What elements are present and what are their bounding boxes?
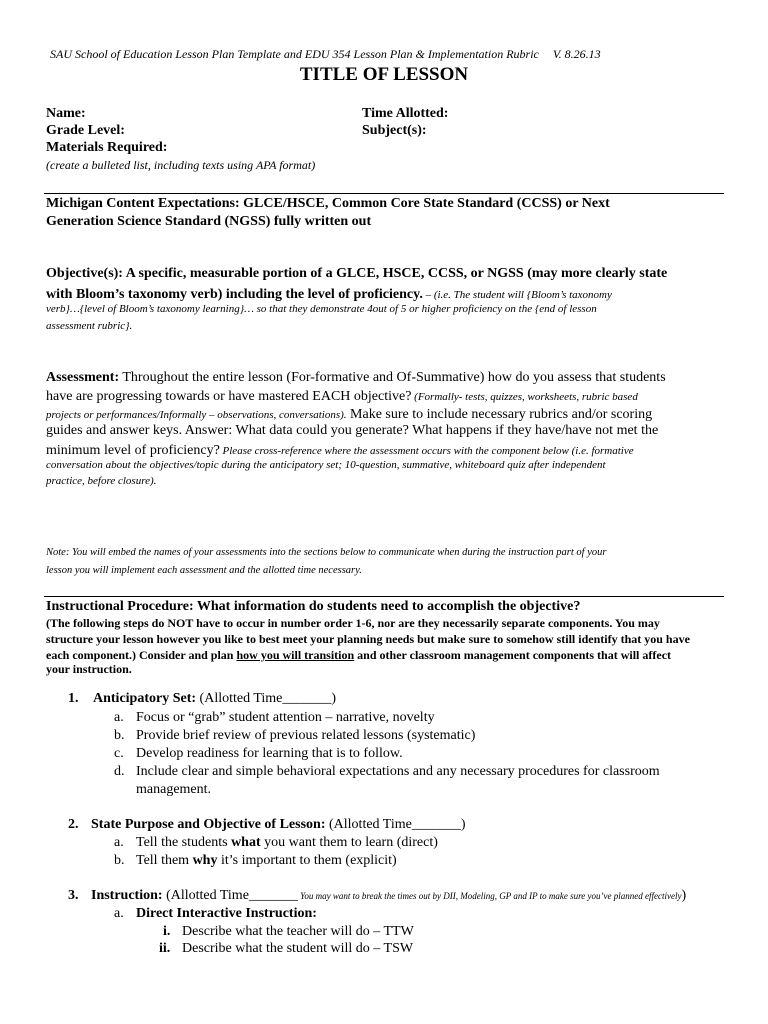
procedure-transition-text: how you will transition: [236, 648, 355, 662]
section-2-letter-a: a.: [114, 835, 124, 850]
assessment-crossref-note: Please cross-reference where the assessment occurs with the component below (i.e. formative: [219, 445, 634, 457]
section-3-time-note: You may want to break the times out by DII, Modeling, GP and IP to make sure you’ve planned effectively: [297, 891, 682, 901]
section-1-item-b: Provide brief review of previous related lessons (systematic): [136, 728, 476, 743]
subjects-label: Subject(s):: [362, 123, 427, 138]
materials-note: (create a bulleted list, including texts using APA format): [46, 158, 316, 172]
assessment-line-2: [46, 387, 638, 405]
section-3-number: 3.: [68, 888, 79, 903]
section-3-item-i: Describe what the teacher will do – TTW: [182, 924, 414, 939]
objectives-proficiency-text: with Bloom’s taxonomy verb) including the level of proficiency.: [46, 287, 423, 302]
assessment-line-6: conversation about the objectives/topic during the anticipatory set; 10-question, summative, whiteboard quiz after independent: [46, 459, 606, 471]
objectives-line-3: verb}…{level of Bloom’s taxonomy learning}… so that they demonstrate 4out of 5 or higher proficiency on the {end of lesson: [46, 303, 597, 315]
section-2-item-b-bold: why: [192, 853, 218, 868]
materials-label: Materials Required:: [46, 140, 168, 155]
section-1-letter-c: c.: [114, 746, 124, 761]
section-3-heading: [91, 888, 686, 904]
lesson-title: TITLE OF LESSON: [299, 64, 469, 85]
section-3-title: Instruction:: [91, 888, 163, 903]
assessment-formal-note: (Formally- tests, quizzes, worksheets, rubric based: [411, 391, 638, 403]
procedure-text-3a: each component.) Consider and plan: [46, 648, 237, 662]
procedure-heading: Instructional Procedure: What information do students need to accomplish the objective?: [46, 599, 581, 614]
section-1-heading: [93, 691, 336, 707]
procedure-text-3b: and other classroom management components that will affect: [354, 648, 672, 662]
grade-level-label: Grade Level:: [46, 123, 125, 138]
section-3-time-close: ): [681, 888, 687, 903]
procedure-line-1: (The following steps do NOT have to occur in number order 1-6, nor are they necessarily separate components. You may: [46, 616, 660, 630]
section-3-time: (Allotted Time_______: [162, 888, 298, 903]
section-1-item-c: Develop readiness for learning that is to follow.: [136, 746, 403, 761]
section-2-number: 2.: [68, 817, 79, 832]
assessment-line-7: practice, before closure).: [46, 475, 157, 487]
assessment-text-3: Make sure to include necessary rubrics and/or scoring: [346, 407, 653, 422]
procedure-line-2: structure your lesson however you like to best meet your planning needs but make sure to somehow still identify that you have: [46, 632, 690, 646]
objectives-example-start: – (i.e. The student will {Bloom’s taxonomy: [422, 289, 612, 301]
section-3-numeral-ii: ii.: [159, 941, 171, 956]
section-3-numeral-i: i.: [163, 924, 171, 939]
name-label: Name:: [46, 106, 86, 121]
note-line-2: lesson you will implement each assessment and the allotted time necessary.: [46, 565, 362, 576]
section-2-item-b: [136, 853, 397, 869]
section-1-item-d-continued: management.: [136, 782, 212, 797]
section-3-letter-a: a.: [114, 906, 124, 921]
header-title: SAU School of Education Lesson Plan Template and EDU 354 Lesson Plan & Implementation Rubric: [50, 47, 539, 61]
assessment-informal-note: projects or performances/Informally – observations, conversations).: [46, 409, 347, 421]
section-2-item-a-post: you want them to learn (direct): [260, 835, 438, 850]
objectives-line-4: assessment rubric}.: [46, 320, 133, 332]
assessment-text-5: minimum level of proficiency?: [46, 443, 220, 458]
section-2-time: (Allotted Time_______): [325, 817, 466, 832]
divider-line: [44, 193, 724, 194]
procedure-line-4: your instruction.: [46, 662, 132, 676]
assessment-text-2: have are progressing towards or have mastered EACH objective?: [46, 389, 412, 404]
assessment-line-3: [46, 405, 652, 423]
assessment-text-1: Throughout the entire lesson (For-formative and Of-Summative) how do you assess that students: [119, 370, 666, 385]
assessment-line-4: guides and answer keys. Answer: What data could you generate? What happens if they have/have not met the: [46, 423, 659, 438]
objectives-line-1: Objective(s): A specific, measurable portion of a GLCE, HSCE, CCSS, or NGSS (may more clearly state: [46, 266, 668, 281]
assessment-line-1: [46, 370, 666, 386]
section-2-item-b-pre: Tell them: [136, 853, 193, 868]
section-2-item-a: [136, 835, 438, 851]
section-1-letter-d: d.: [114, 764, 125, 779]
assessment-label: Assessment:: [46, 370, 120, 385]
section-2-heading: [91, 817, 466, 833]
time-allotted-label: Time Allotted:: [362, 106, 449, 121]
section-3-subheading: Direct Interactive Instruction:: [136, 906, 317, 921]
section-2-item-a-pre: Tell the students: [136, 835, 232, 850]
section-2-item-a-bold: what: [231, 835, 261, 850]
section-1-item-d: Include clear and simple behavioral expectations and any necessary procedures for classroom: [136, 764, 660, 779]
objectives-line-2: [46, 285, 612, 303]
section-2-item-b-post: it’s important to them (explicit): [217, 853, 397, 868]
assessment-line-5: [46, 441, 634, 459]
divider-line: [44, 596, 724, 597]
section-1-time: (Allotted Time_______): [196, 691, 337, 706]
running-header: [50, 47, 601, 62]
procedure-line-3: [46, 648, 671, 663]
section-1-number: 1.: [68, 691, 79, 706]
section-1-letter-b: b.: [114, 728, 125, 743]
standards-line-1: Michigan Content Expectations: GLCE/HSCE, Common Core State Standard (CCSS) or Next: [46, 196, 610, 211]
header-version: V. 8.26.13: [552, 47, 601, 61]
section-3-item-ii: Describe what the student will do – TSW: [182, 941, 414, 956]
section-2-title: State Purpose and Objective of Lesson:: [91, 817, 326, 832]
section-2-letter-b: b.: [114, 853, 125, 868]
standards-line-2: Generation Science Standard (NGSS) fully written out: [46, 214, 372, 229]
section-1-title: Anticipatory Set:: [93, 691, 197, 706]
section-1-item-a: Focus or “grab” student attention – narrative, novelty: [136, 710, 435, 725]
section-1-letter-a: a.: [114, 710, 124, 725]
note-line-1: Note: You will embed the names of your assessments into the sections below to communicate when during the instruction part of your: [46, 547, 607, 558]
